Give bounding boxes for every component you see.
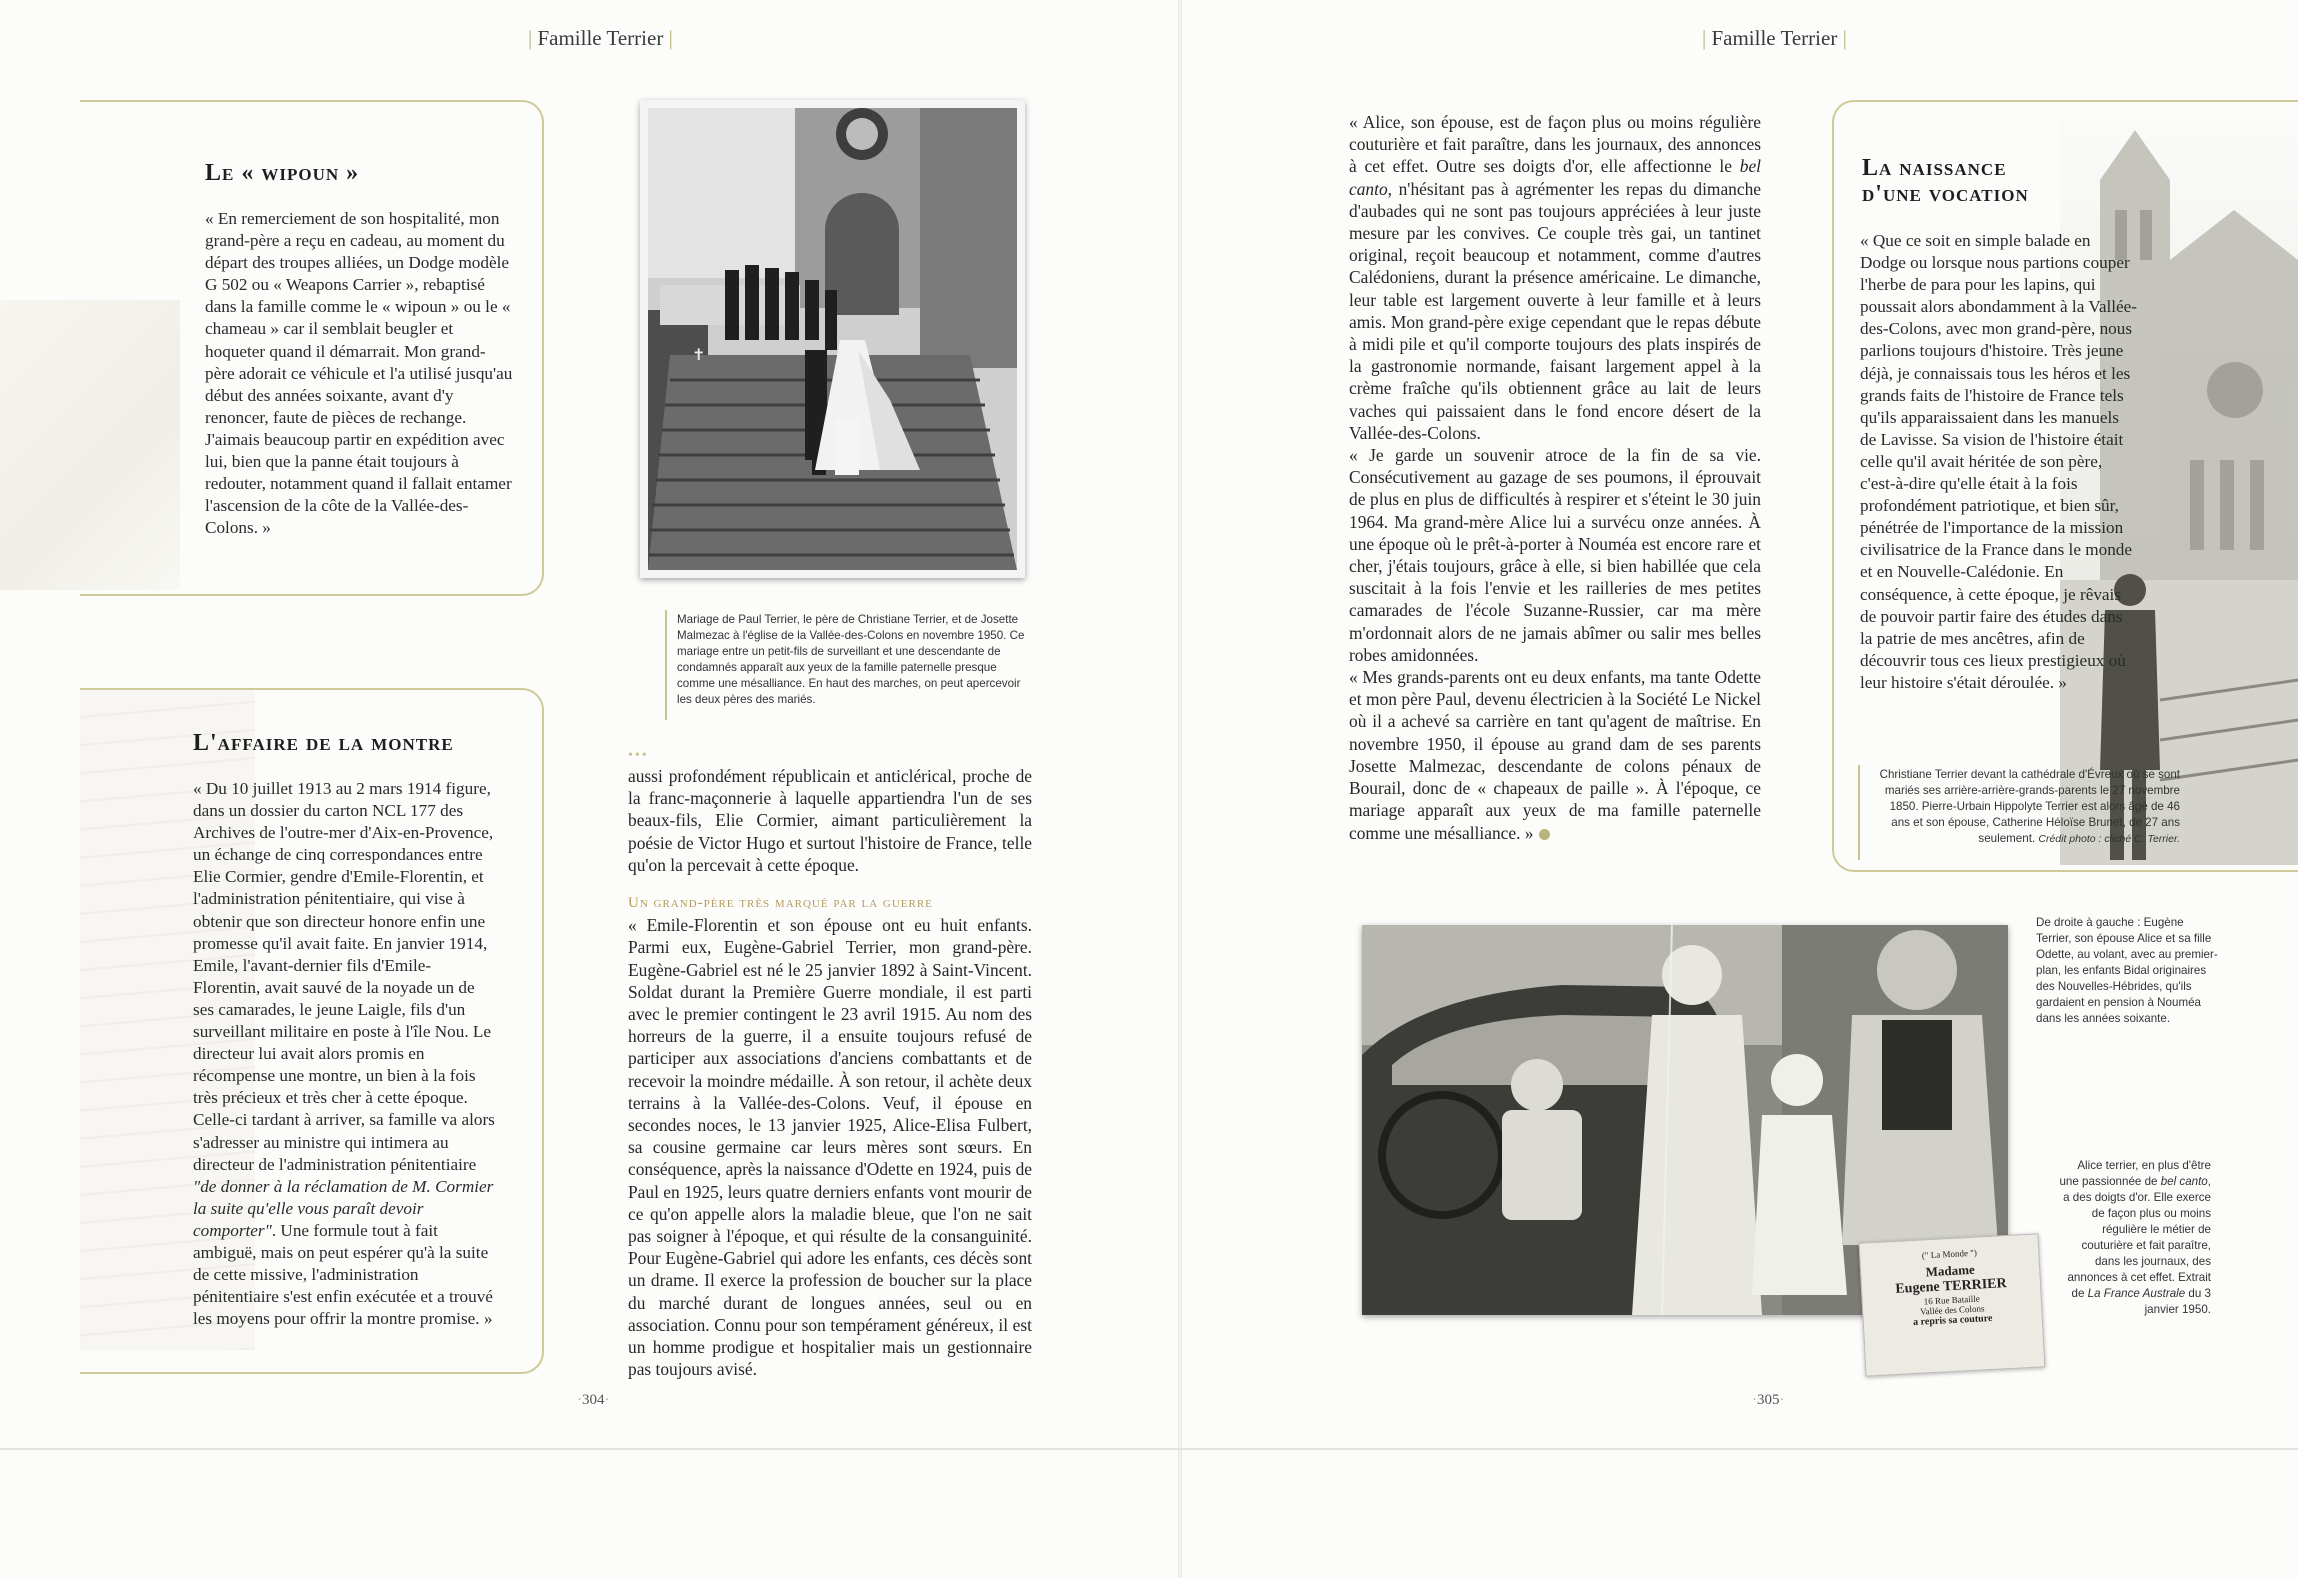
clipping-line-3: 16 Rue Bataille — [1923, 1293, 1980, 1307]
right-para-1: « Alice, son épouse, est de façon plus ou moins régulière couturière et fait paraître, dans les journaux, des annonces à cet effet. Outre ses doigts d'or, elle affectionne le bel canto, n'hésitant pas à agrémenter les repas du dimanche d'aubades qui ne sont pas toujours appréciées à leur juste mesure par les convives. Ce couple très gai, un tantinet original, reçoit beaucoup et notamment, comme d'autres Calédoniens, durant la présence américaine. Le dimanche, leur table est largement ouverte à leur famille et à leurs amis. Mon grand-père exige cependant que le repas débute à midi pile et qu'il comporte toujours des plats inspirés de la gastronomie normande, faisant largement appel à la crème fraîche qu'ils obtiennent grâce au lait de leurs vaches qui paissaient dans le fond encore désert de la Vallée-des-Colons. — [1349, 112, 1761, 443]
end-mark — [1539, 829, 1550, 840]
right-para-2: « Je garde un souvenir atroce de la fin de sa vie. Consécutivement au gazage de ses poumons, il éprouvait de plus en plus de difficultés à respirer et s'éteint le 30 juin 1964. Ma grand-mère Alice lui a survécu onze années. À une époque où le prêt-à-porter à Nouméa est encore rare et cher, j'étais toujours, grâce à elle, si bien habillée que cela suscitait à la fois l'envie et les railleries de mes petites camarades de l'école Suzanne-Russier, car ma mère m'ordonnait alors de ne jamais abîmer ou salir mes belles robes amidonnées. — [1349, 445, 1761, 665]
running-head-left: | Famille Terrier | — [528, 26, 673, 50]
box-montre-title: L'affaire de la montre — [193, 730, 454, 756]
page-bottom-edge — [0, 1448, 2298, 1450]
box-vocation-text: « Que ce soit en simple balade en Dodge ou lorsque nous partions couper l'herbe de para pour les lapins, qui poussait alors abondamment à la Vallée-des-Colons, avec mon grand-père, nous parlions toujours d'histoire. Très jeune déjà, je connaissais tous les héros et les grands faits de l'histoire de France tels qu'ils apparaissaient dans les manuels de Lavisse. Sa vision de l'histoire était celle qu'il avait héritée de son père, c'est-à-dire qu'elle était à la fois profondément patriotique, et bien sûr, pénétrée de l'importance de la mission civilisatrice de la France dans le monde et en Nouvelle-Calédonie. En conséquence, à cette époque, je rêvais de pouvoir partir faire des études dans la patrie de mes ancêtres, afin de découvrir tous ces lieux prestigieux où leur histoire s'était déroulée. » — [1860, 231, 2137, 692]
caption-alice: Alice terrier, en plus d'être une passionnée de bel canto, a des doigts d'or. Elle exerce de façon plus ou moins régulière le métier de couturière et fait paraître, dans les journaux, des annonces à cet effet. Extrait de La France Australe du 3 janvier 1950. — [2059, 1159, 2211, 1316]
book-spine — [1178, 0, 1182, 1578]
newspaper-clipping — [1859, 1233, 2046, 1376]
box-wipoun-text: « En remerciement de son hospitalité, mon grand-père a reçu en cadeau, au moment du départ des troupes alliées, un Dodge modèle G 502 ou « Weapons Carrier », rebaptisé dans la famille comme le « wipoun » ou le « chameau » car il semblait beugler et hoqueter quand il démarrait. Mon grand-père adorait ce véhicule et l'a utilisé jusqu'au début des années soixante, avant d'y renoncer, faute de pièces de rechange. J'aimais beaucoup partir en expédition avec lui, bien que la panne était toujours à redouter, notamment quand il fallait entamer l'ascension de la côte de la Vallée-des-Colons. » — [205, 209, 513, 538]
running-head-right: | Famille Terrier | — [1702, 26, 1847, 50]
caption-rule-cathedral — [1858, 765, 1860, 860]
folio-right: ·305· — [1752, 1392, 1785, 1408]
caption-cathedral: Christiane Terrier devant la cathédrale d'Évreux où se sont mariés ses arrière-arrière-grands-parents le 27 novembre 1850. Pierre-Urbain Hippolyte Terrier est alors âgé de 46 ans et son épouse, Catherine Héloïse Brunet, de 27 ans seulement. Crédit photo : cliché C. Terrier. — [1879, 768, 2180, 845]
wedding-photo-image — [640, 100, 1025, 578]
caption-rule-wedding — [665, 610, 667, 720]
left-body-column — [628, 765, 1032, 1380]
left-para-1: aussi profondément républicain et anticlérical, proche de la franc-maçonnerie à laquelle appartiendra l'un de ses beaux-fils, Elie Cormier, aimant particulièrement la poésie de Victor Hugo et surtout l'histoire de France, telle qu'on la percevait à cette époque. — [628, 766, 1032, 875]
folio-left: ·304· — [577, 1392, 610, 1408]
caption-car: De droite à gauche : Eugène Terrier, son épouse Alice et sa fille Odette, au volant, avec au premier-plan, les enfants Bidal originaires des Nouvelles-Hébrides, qu'ils gardaient en pension à Nouméa dans les années soixante. — [2036, 916, 2218, 1025]
clipping-line-1: Madame — [1925, 1261, 1976, 1280]
clipping-line-2: Eugene TERRIER — [1895, 1276, 2008, 1297]
subhead-grand-pere: Un grand-père très marqué par la guerre — [628, 895, 933, 912]
clipping-line-4: Vallée des Colons — [1919, 1303, 1985, 1317]
box-montre-text: « Du 10 juillet 1913 au 2 mars 1914 figure, dans un dossier du carton NCL 177 des Archives de l'outre-mer d'Aix-en-Provence, un échange de cinq correspondances entre Elie Cormier, gendre d'Emile-Florentin, et l'administration pénitentiaire, qui vise à obtenir que son directeur honore enfin une promesse qu'il avait faite. En janvier 1914, Emile, l'avant-dernier fils d'Emile-Florentin, avait sauvé de la noyade un de ses camarades, le jeune Laigle, fils d'un surveillant militaire en poste à l'île Nou. Le directeur lui avait alors promis en récompense une montre, un bien à la fois très précieux et très cher à cette époque. Celle-ci tardant à arriver, sa famille va alors s'adresser au ministre qui intimera au directeur de l'administration pénitentiaire "de donner à la réclamation de M. Cormier la suite qu'elle vous paraît devoir comporter". Une formule tout à fait ambiguë, mais on peut espérer qu'à la suite de cette missive, l'administration pénitentiaire s'est enfin exécutée et a trouvé les moyens pour offrir la montre promise. » — [193, 779, 495, 1329]
box-vocation-title: La naissance d'une vocation — [1862, 155, 2029, 207]
right-body-column — [1349, 111, 1761, 844]
svg-text:✝: ✝ — [692, 347, 706, 364]
wedding-photo — [640, 100, 1025, 578]
box-wipoun-title: Le « wipoun » — [205, 160, 360, 186]
clipping-line-5: a repris sa couture — [1912, 1312, 1993, 1329]
caption-wedding: Mariage de Paul Terrier, le père de Christiane Terrier, et de Josette Malmezac à l'église de la Vallée-des-Colons en novembre 1950. Ce mariage entre un petit-fils de surveillant et une descendante de condamnés apparaît aux yeux de la famille paternelle presque comme une mésalliance. En haut des marches, on peut apercevoir les deux pères des mariés. — [677, 613, 1025, 706]
continuation-dots: ••• — [628, 748, 649, 763]
clipping-paper-name: (" La Monde ") — [1921, 1247, 1978, 1261]
left-para-2: « Emile-Florentin et son épouse ont eu huit enfants. Parmi eux, Eugène-Gabriel Terrier, mon grand-père. Eugène-Gabriel est né le 25 janvier 1892 à Saint-Vincent. Soldat durant la Première Guerre mondiale, il est parti avec le premier contingent le 23 avril 1915. Au nom des horreurs de la guerre, il a ensuite toujours refusé de participer aux associations d'anciens combattants et de recevoir la moindre médaille. À son retour, il achète deux terrains à la Vallée-des-Colons. Veuf, il épouse en secondes noces, le 13 janvier 1925, Alice-Elisa Fulbert, sa cousine germaine car leurs mères sont sœurs. En conséquence, après la naissance d'Odette en 1924, puis de Paul en 1925, leurs quatre derniers enfants vont mourir de ce qu'on appelle alors la maladie bleue, que l'on ne sait pas soigner à l'époque, et qui résulte de la consanguinité. Pour Eugène-Gabriel qui adore les enfants, ces décès sont un drame. Il exerce la profession de boucher sur la place du marché durant de longues années, seul ou en association. Connu pour son tempérament généreux, il est un homme prodigue et hospitalier mais un gestionnaire pas toujours avisé. — [628, 915, 1032, 1380]
right-para-3: « Mes grands-parents ont eu deux enfants, ma tante Odette et mon père Paul, devenu électricien à la Société Le Nickel où il a achevé sa carrière en tant qu'agent de maîtrise. En novembre 1950, il épouse au grand dam de ses parents Josette Malmezac, descendante de colons pénaux de Bourail, donc de « chapeaux de paille ». À l'époque, ce mariage apparaît aux yeux de ma famille paternelle comme une mésalliance. » — [1349, 667, 1761, 843]
